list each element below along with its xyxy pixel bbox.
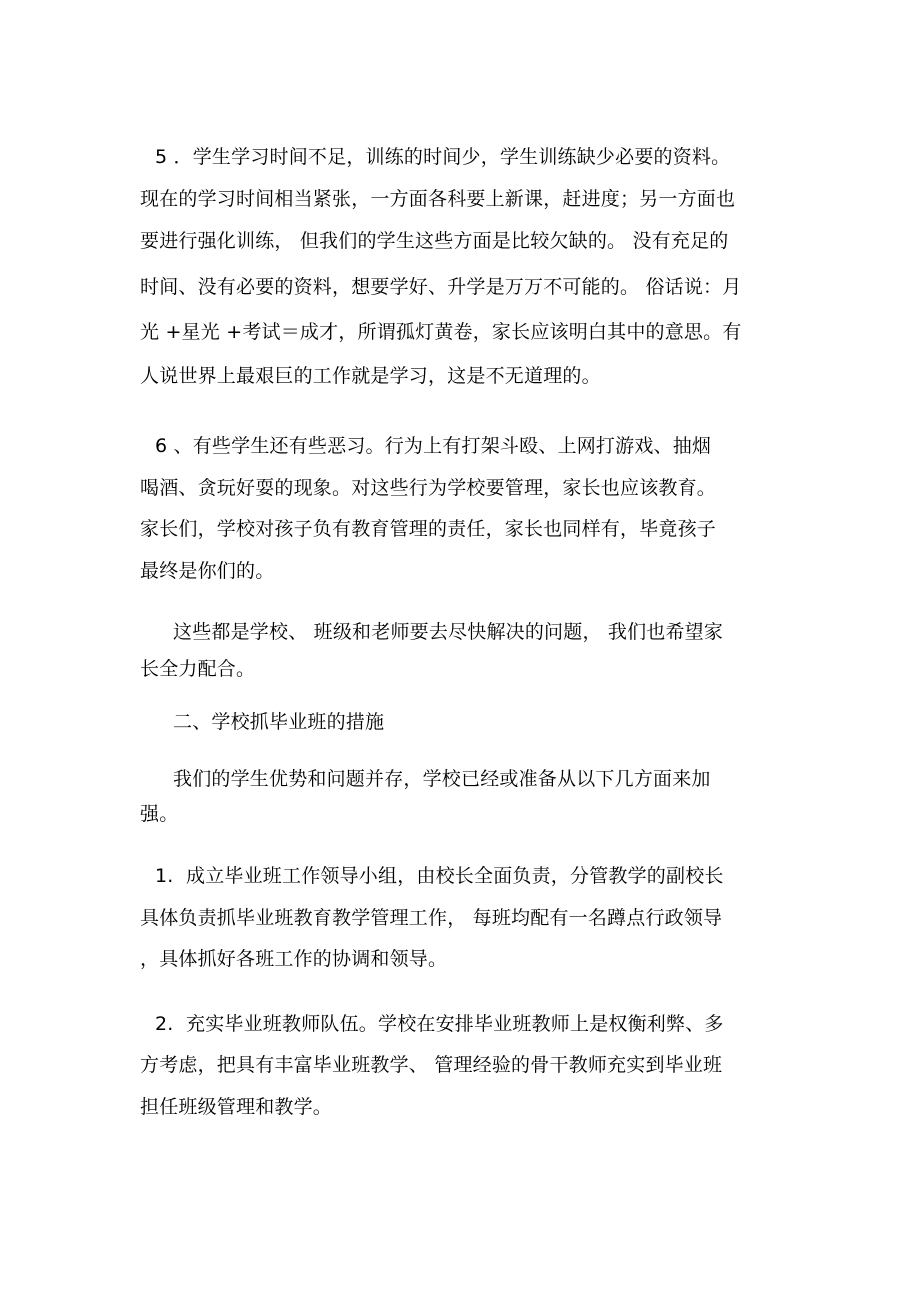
text-line: 具体负责抓毕业班教育教学管理工作， 每班均配有一名蹲点行政领导 [140, 907, 723, 929]
text-line: 家长们，学校对孩子负有教育管理的责任，家长也同样有，毕竟孩子 [140, 518, 717, 540]
text-line: 长全力配合。 [140, 658, 256, 680]
text-line: 我们的学生优势和问题并存，学校已经或准备从以下几方面来加 [173, 768, 711, 790]
text-line: 人说世界上最艰巨的工作就是学习，这是不无道理的。 [140, 365, 601, 387]
text-line: 5 ．学生学习时间不足，训练的时间少，学生训练缺少必要的资料。 [155, 146, 731, 168]
text-line: 强。 [140, 803, 179, 825]
text-line: 6 、有些学生还有些恶习。行为上有打架斗殴、上网打游戏、抽烟 [155, 435, 712, 457]
text-line: 时间、没有必要的资料，想要学好、升学是万万不可能的。 俗话说：月 [140, 276, 742, 298]
text-line: 喝酒、贪玩好耍的现象。对这些行为学校要管理，家长也应该教育。 [140, 477, 717, 499]
section-heading: 二、学校抓毕业班的措施 [173, 711, 385, 733]
text-line: 最终是你们的。 [140, 560, 275, 582]
text-line: 1. 成立毕业班工作领导小组，由校长全面负责，分管教学的副校长 [155, 865, 724, 887]
text-line: 现在的学习时间相当紧张，一方面各科要上新课，赶进度；另一方面也 [140, 188, 736, 210]
text-line: ，具体抓好各班工作的协调和领导。 [140, 948, 448, 970]
text-line: 光 +星光 +考试＝成才，所谓孤灯黄卷，家长应该明白其中的意思。有 [140, 321, 742, 343]
text-line: 担任班级管理和教学。 [140, 1096, 333, 1118]
text-line: 方考虑，把具有丰富毕业班教学、 管理经验的骨干教师充实到毕业班 [140, 1054, 723, 1076]
text-line: 这些都是学校、 班级和老师要去尽快解决的问题， 我们也希望家 [173, 621, 724, 643]
text-line: 要进行强化训练， 但我们的学生这些方面是比较欠缺的。 没有充足的 [140, 230, 729, 252]
text-line: 2. 充实毕业班教师队伍。学校在安排毕业班教师上是权衡利弊、多 [155, 1013, 724, 1035]
